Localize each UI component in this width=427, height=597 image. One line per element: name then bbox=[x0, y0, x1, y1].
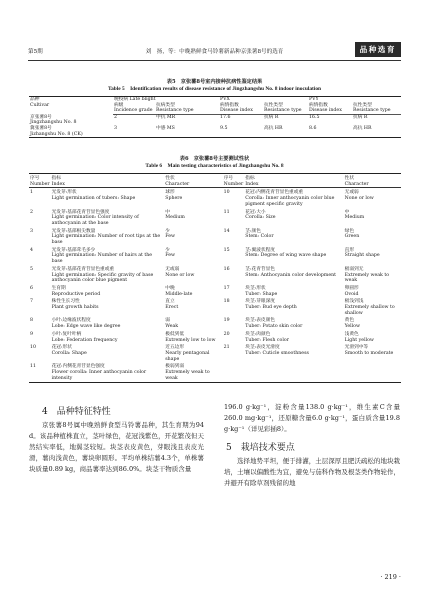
page-number: · 219 · bbox=[380, 573, 401, 581]
column-badge: 品种选育 bbox=[355, 42, 401, 57]
table5-cultivar-head: 品种 Cultivar bbox=[29, 97, 113, 115]
table6-row: 7 株性生长习性 Plant growth habits 直立 Erect 18 块茎:芽眼深度 Tuber: Bud eye depth 极浅到浅 Extremely shallow to shallow bbox=[30, 299, 395, 316]
table6-row: 5 光发芽:基部花青苷显色重或重 Light germination: Specific gravity of base anthocyanin color blue pigment 无或弱 None or low 16 茎:花青苷显色 Stem: Anthocyanin color development 极弱到无 Extremely weak to weak bbox=[30, 266, 390, 284]
table5-head-late-blight: 晚疫病 Late blight bbox=[113, 97, 219, 103]
table6-row: 9 小叶:复叶叶柄 Lobe: Federation frequency 极低到低 Extremely low to low 20 块茎:肉颜色 Tuber: Flesh color 浅黄色 Light yellow bbox=[30, 331, 374, 343]
table5-row: 京张薯8号 Jingzhangshu No. 8 2 中抗 MR 17.6 抗病 R 16.5 抗病 R bbox=[30, 114, 368, 126]
table5-subhead: 病级 Incidence grade bbox=[113, 103, 155, 115]
table5-caption-cn: 表5 京张薯8号室内接种抗病性鉴定结果 bbox=[166, 79, 263, 85]
section4-title: 4 品种特征特性 bbox=[42, 407, 111, 417]
table5-row: 冀张薯8号 Jizhangshu No. 8 (CK) 3 中感 MS 9.5 高抗 HR 8.6 高抗 HR bbox=[29, 126, 401, 138]
table6-row: 1 光发芽:形状 Light germination of tubers: Shape 球形 Sphere 10 花冠:内侧花青苷显色重或重 Corolla: Inner anthocyanin color blue pigment specific gravity 无或弱 None or low bbox=[30, 190, 374, 207]
running-header bbox=[28, 44, 401, 58]
table6-row: 11 花冠:内侧花青苷显色强度 Flower corolla: Inner anthocyanin color intensity 极弱到弱 Extremely weak to weak bbox=[29, 362, 401, 382]
section5-continued: 196.0 g·kg⁻¹，淀粉含量138.0 g·kg⁻¹，维生素C含量260.0 mg·kg⁻¹，还原糖含量6.0 g·kg⁻¹，蛋白质含量19.8 g·kg⁻¹（详见彩插8）。 bbox=[224, 403, 400, 433]
header-rule bbox=[28, 60, 401, 61]
table6-row: 3 光发芽:基部根尖数量 Light germination: Number of root tips at the base 少 Few 14 茎:颜色 Stem: Color 绿色 Green bbox=[30, 228, 360, 246]
table6-caption bbox=[28, 156, 401, 170]
table6-caption-en: Table 6 Main testing characteristics of Jingzhangshu No. 8 bbox=[145, 163, 284, 169]
table5-caption-en: Table 5 Identification results of disease resistance of Jingzhangshu No. 8 indoor inoculation bbox=[107, 86, 322, 92]
table5-head-pvy: PVY bbox=[308, 97, 401, 103]
section5-body: 选择地势平坦，便于排灌，土层深厚且肥沃疏松的地块栽培，土壤以偏酸性为宜，避免与茄科作物及根茎类作物轮作，并避开有除草剂残留的地 bbox=[224, 457, 400, 487]
table5-caption bbox=[28, 79, 401, 93]
table5-subhead: 抗性类型 Resistance type bbox=[352, 103, 401, 115]
table6 bbox=[29, 173, 401, 383]
table5 bbox=[29, 96, 401, 138]
section4-body: 京张薯8号属中晚熟鲜食型马铃薯品种，其生育期为94 d。该品种植株直立，茎叶绿色，花冠浅紫色，开花繁茂但天然结实率低，地翼茎较短。块茎表皮黄色，芽眼浅且表皮光滑，薯肉浅黄色，薯块卵圆形。平均单株结薯4.3个，单株薯块质量0.89 kg，商品薯率达到86.0%。块茎干物质含量 bbox=[29, 421, 204, 473]
table6-row: 8 小叶:边缘波状程度 Lobe: Edge wave like degree 弱 Weak 19 块茎:表皮颜色 Tuber: Potato skin color 黄色 Yellow bbox=[30, 318, 360, 330]
table5-subhead: 病情指数 Disease index bbox=[308, 103, 352, 115]
section5-title: 5 栽培技术要点 bbox=[226, 443, 295, 453]
table6-header-row: 序号 Number 指标 Index 性状 Character 序号 Number 指标 Index 性状 Character bbox=[29, 174, 401, 188]
table6-caption-cn: 表6 京张薯8号主要测试性状 bbox=[179, 156, 250, 162]
table5-head-pvx: PVX bbox=[219, 97, 308, 103]
table5-subhead: 病情指数 Disease index bbox=[219, 103, 263, 115]
table6-row: 2 光发芽:基部花青苷显色强度 Light germination: Color intensity of anthocyanin at the base 中 Medium 11 花冠:大小 Corolla: Size 中 Medium bbox=[30, 209, 365, 226]
table5-subhead: 抗性类型 Resistance type bbox=[263, 103, 308, 115]
table5-subhead: 抗病类型 Resistance type bbox=[155, 103, 219, 115]
running-title: 刘 扬，等：中晚熟鲜食马铃薯新品种京张薯8号的选育 bbox=[145, 49, 284, 55]
table6-row: 6 生育期 Reproductive period 中晚 Middle-late 17 块茎:形状 Tuber: Shape 卵圆形 Ovoid bbox=[30, 285, 359, 297]
table6-row: 4 光发芽:基部茸毛多少 Light germination: Number of hairs at the base 少 Few 15 茎:翼波状程度 Stem: Degree of wing wave shape 直形 Straight shape bbox=[30, 247, 380, 265]
table6-row: 10 花冠:形状 Corolla: Shape 近五边形 Nearly pentagonal shape 21 块茎:表皮光滑度 Tuber: Cuticle smoothness 光滑到中等 Smooth to moderate bbox=[30, 345, 394, 362]
issue-number: 第5期 bbox=[28, 49, 43, 55]
